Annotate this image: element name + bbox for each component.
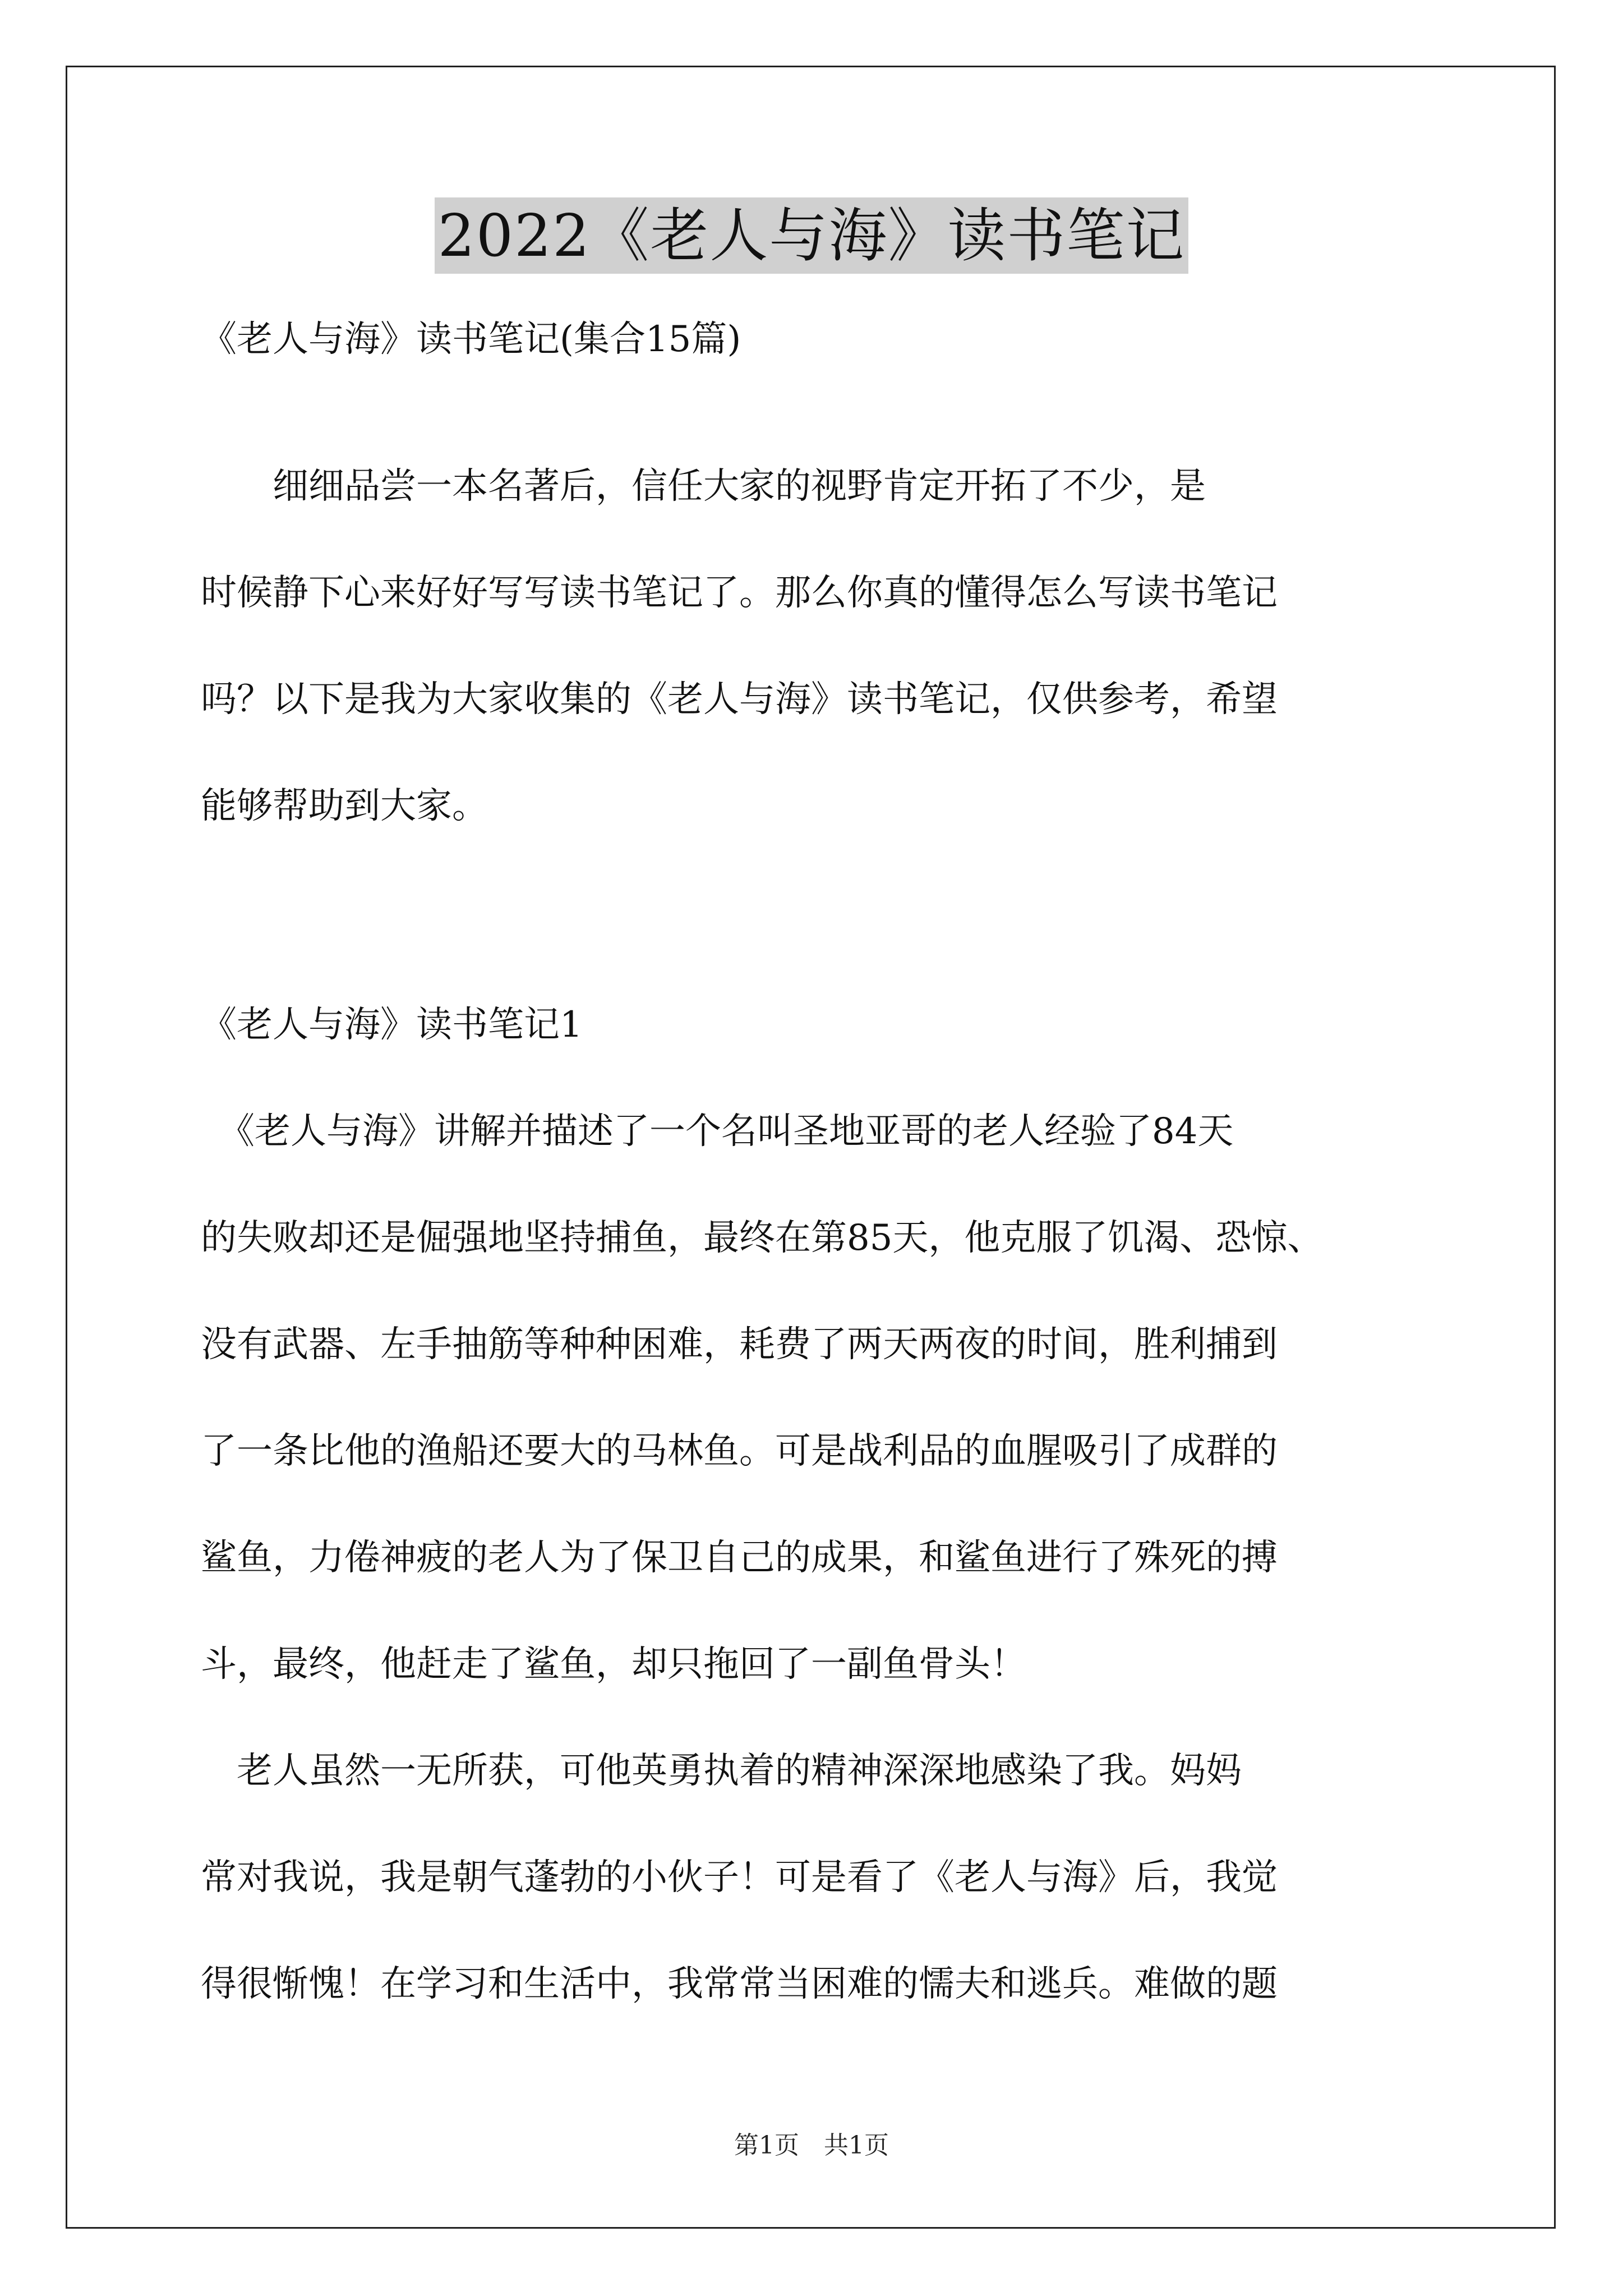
paragraph-line: 鲨鱼，力倦神疲的老人为了保卫自己的成果，和鲨鱼进行了殊死的搏 xyxy=(201,1537,1278,1579)
paragraph-line: 老人虽然一无所获，可他英勇执着的精神深深地感染了我。妈妈 xyxy=(201,1750,1242,1792)
intro-line: 时候静下心来好好写写读书笔记了。那么你真的懂得怎么写读书笔记 xyxy=(201,572,1278,614)
title-container xyxy=(0,197,1623,274)
page-footer: 第1页 共1页 xyxy=(734,2131,889,2160)
document-title: 2022《老人与海》读书笔记 xyxy=(435,197,1189,274)
paragraph-line: 的失败却还是倔强地坚持捕鱼，最终在第85天，他克服了饥渴、恐惊、 xyxy=(201,1217,1324,1259)
paragraph-line: 斗，最终，他赶走了鲨鱼，却只拖回了一副鱼骨头！ xyxy=(201,1644,1026,1685)
paragraph-line: 《老人与海》讲解并描述了一个名叫圣地亚哥的老人经验了84天 xyxy=(201,1111,1234,1152)
intro-line: 吗？以下是我为大家收集的《老人与海》读书笔记，仅供参考，希望 xyxy=(201,679,1278,720)
intro-line: 能够帮助到大家。 xyxy=(201,785,488,827)
paragraph-line: 了一条比他的渔船还要大的马林鱼。可是战利品的血腥吸引了成群的 xyxy=(201,1430,1278,1472)
paragraph-line: 常对我说，我是朝气蓬勃的小伙子！可是看了《老人与海》后，我觉 xyxy=(201,1857,1278,1898)
subtitle: 《老人与海》读书笔记(集合15篇) xyxy=(201,319,741,360)
paragraph-line: 得很惭愧！在学习和生活中，我常常当困难的懦夫和逃兵。难做的题 xyxy=(201,1963,1278,2005)
section-heading: 《老人与海》读书笔记1 xyxy=(201,1004,583,1046)
paragraph-line: 没有武器、左手抽筋等种种困难，耗费了两天两夜的时间，胜利捕到 xyxy=(201,1324,1278,1365)
intro-line: 细细品尝一本名著后，信任大家的视野肯定开拓了不少，是 xyxy=(201,466,1206,507)
